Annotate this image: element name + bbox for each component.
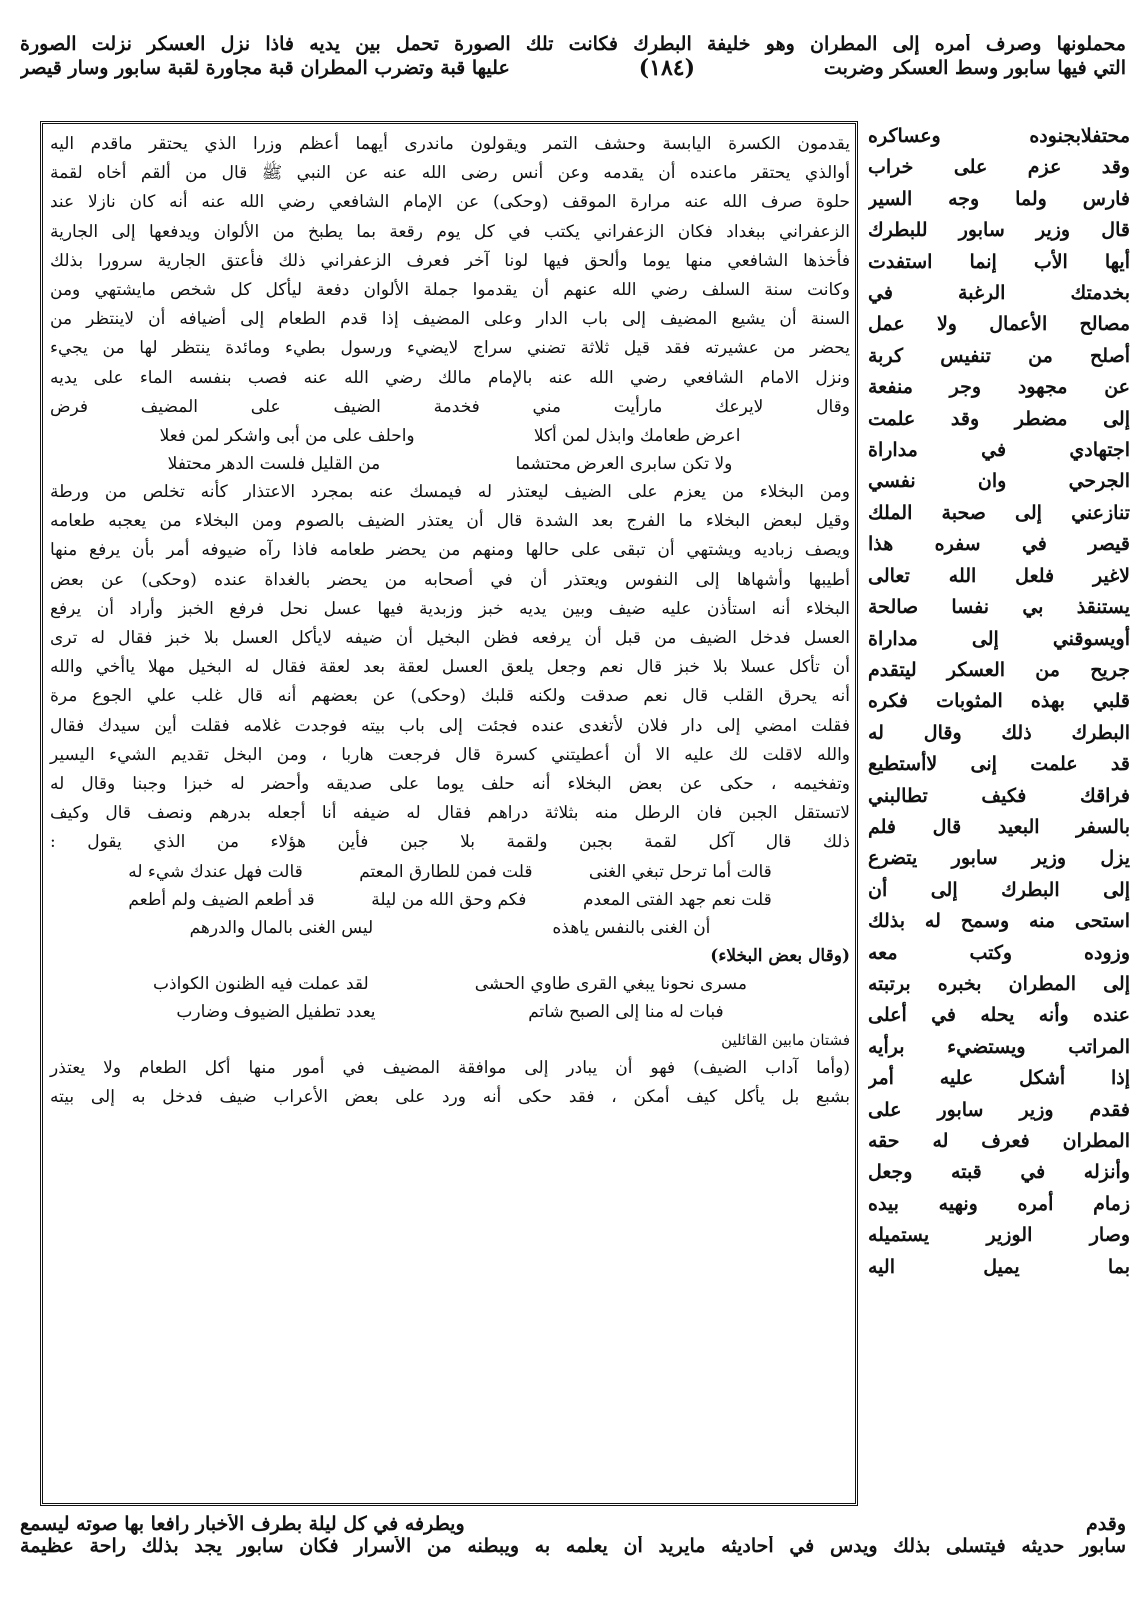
poem-hemistich: قلت نعم جهد الفتى المعدم — [582, 889, 772, 910]
poem-1 — [50, 422, 850, 478]
side-line: بما يميل اليه — [868, 1255, 1130, 1278]
poem-verse — [50, 858, 850, 886]
bottom-line-1-left: ويطرفه في كل ليلة بطرف الأخبار رافعا بها صوته ليسمع — [20, 1514, 465, 1535]
side-line: وأنزله في قبته وجعل — [868, 1161, 1130, 1184]
text-line: أطيبها وأشهاها إلى النفوس ويعتذر أن في أصحابه من يحضر بالغداة عنده (وحكى) عن بعض — [50, 569, 850, 590]
text-line: والله لاقلت لك عليه الا أن أعطيتني كسرة قال فرجعت هاربا ، ومن البخل تقديم الشيء اليسير — [50, 744, 850, 765]
text-line: العسل فدخل الضيف من قبل أن يرفعه فظن البخيل أن ضيفه لايأكل العسل بلا خبز فقال له ترى — [50, 628, 850, 649]
side-line: محتفلابجنوده وعساكره — [868, 125, 1130, 147]
side-line: عنده وأنه يحله في أعلى — [868, 1004, 1130, 1027]
side-line: جريح من العسكر ليتقدم — [868, 658, 1130, 681]
side-line: أيها الأب إنما استفدت — [868, 250, 1130, 273]
side-line: المراتب ويستضيء برأيه — [868, 1035, 1130, 1058]
text-line: يحضر من عشيرته فقد قيل ثلاثة تضني سراج لايضيء ورسول بطيء ومائدة ينتظر لها من يجيء — [50, 338, 850, 359]
side-line: قد علمت إنى لاأستطيع — [868, 753, 1130, 776]
poem-hemistich: لقد عملت فيه الظنون الكواذب — [153, 973, 369, 994]
poem-verse — [50, 422, 850, 450]
side-line: يستنقذ بي نفسا صالحة — [868, 596, 1130, 619]
side-line: وزوده وكتب معه — [868, 941, 1130, 964]
text-line: وتفخيمه ، حكى عن بعض البخلاء أنه حلف يوما على صديقه وأحضر له خبزا وجبنا وقال له — [50, 774, 850, 795]
poem-3 — [50, 970, 850, 1026]
poem-hemistich: من القليل فلست الدهر محتفلا — [167, 454, 381, 475]
side-line: إذا أشكل عليه أمر — [868, 1067, 1130, 1090]
poem-hemistich: ولا تكن سابرى العرض محتشما — [515, 454, 733, 475]
text-line: (وأما آداب الضيف) فهو أن يبادر إلى موافقة المضيف في أمور منها أكل الطعام ولا يعتذر — [50, 1057, 850, 1078]
side-line: فراقك فكيف تطالبني — [868, 784, 1130, 807]
side-line: البطرك ذلك وقال له — [868, 721, 1130, 744]
text-line: أن تأكل عسلا بلا خبز قال نعم وجعل يلعق العسل لعقة بعد لعقة فقال له البخيل مهلا ياأخي والله — [50, 657, 850, 678]
side-line: أصلح من تنفيس كربة — [868, 344, 1130, 367]
poem-verse — [50, 970, 850, 998]
bottom-line-2: سابور حديثه فيتسلى بذلك ويدس في أحاديثه مايريد أن يعلمه به ويبطنه من الأسرار فكان سابور يجد بذلك راحة عظيمة — [20, 1535, 1126, 1557]
poem-verse — [50, 450, 850, 478]
poem-hemistich: واحلف على من أبى واشكر لمن فعلا — [159, 426, 415, 447]
text-line: حلوة صرف الله عنه مرارة الموقف (وحكى) عن الإمام الشافعي رضي الله عنه أنه كان نازلا عند — [50, 192, 850, 213]
poem-hemistich: قالت فهل عندك شيء له — [128, 861, 303, 882]
text-line: ومن البخلاء من يعزم على الضيف ليعتذر له فيمسك عنه بمجرد الاعتذار كأنه تخلص من ورطة — [50, 482, 850, 503]
page-number: (١٨٤) — [638, 55, 695, 81]
side-line: إلى البطرك إلى أن — [868, 878, 1130, 901]
poem-verse — [50, 914, 850, 942]
text-line: فقلت امضي إلى دار فلان لأتغدى عنده فجئت إلى باب بيته فوجدت غلامه فقلت أين سيدك فقال — [50, 715, 850, 736]
text-line: بشبع بل يأكل كيف أمكن ، فقد حكى أنه ورد على بعض الأعراب ضيف فدخل به إلى بيته — [50, 1086, 850, 1107]
side-line: بالسفر البعيد قال فلم — [868, 815, 1130, 838]
main-column — [50, 130, 850, 1112]
side-line: اجتهادي في مداراة — [868, 439, 1130, 462]
side-line: قلبي بهذه المثوبات فكره — [868, 690, 1130, 713]
text-line: ونزل الامام الشافعي رضي الله عنه بالإمام مالك رضي الله عنه فصب بنفسه الماء على يديه — [50, 367, 850, 388]
top-line-2-left: عليها قبة وتضرب المطران قبة مجاورة لقبة سابور وسار قيصر — [20, 56, 510, 79]
top-line-1: محملونها وصرف أمره إلى المطران وهو خليفة البطرك فكانت تلك الصورة تحمل بين يديه فاذا نزل العسكر نزلت الصورة — [20, 34, 1126, 55]
text-line: ويصف زباديه ويشتهي أن تبقى على حالها ومنهم من يحضر طعامه فاذا رآه ضيوفه أمر بأن يرفع منها — [50, 540, 850, 561]
bottom-text-block — [20, 1514, 1126, 1558]
note-line: فشتان مابين القائلين — [721, 1030, 850, 1049]
top-text-block — [20, 34, 1126, 81]
text-line: يقدمون الكسرة اليابسة وحشف التمر ويقولون ماندرى أيهما أعظم وزرا الذي يحتقر ماقدم اليه — [50, 134, 850, 154]
poem-hemistich: فكم وحق الله من ليلة — [371, 889, 527, 910]
subheading: (وقال بعض البخلاء) — [710, 945, 850, 966]
side-line: إلى مضطر وقد علمت — [868, 407, 1130, 430]
side-line: لاغير فلعل الله تعالى — [868, 564, 1130, 587]
side-line: أويسوقني إلى مداراة — [868, 627, 1130, 650]
text-line: أوالذي يحتقر ماعنده أن يقدمه وعن أنس رضى الله عنه عن النبي ﷺ قال من ألقم أخاه لقمة — [50, 163, 850, 184]
text-line: ذلك قال آكل لقمة بجبن ولقمة بلا جبن فأين هؤلاء من الذي يقول : — [50, 832, 850, 853]
side-line: فقدم وزير سابور على — [868, 1098, 1130, 1121]
top-line-2-right: التي فيها سابور وسط العسكر وضربت — [823, 56, 1126, 79]
side-line: يزل وزير سابور يتضرع — [868, 847, 1130, 870]
poem-hemistich: قالت أما ترحل تبغي الغنى — [588, 861, 772, 882]
poem-hemistich: قد أطعم الضيف ولم أطعم — [128, 889, 315, 910]
side-line: عن مجهود وجر منفعة — [868, 376, 1130, 399]
main-paragraph-b — [50, 478, 850, 858]
poem-hemistich: قلت فمن للطارق المعتم — [359, 861, 533, 882]
text-line: وقال لايرعك مارأيت مني فخدمة الضيف على المضيف فرض — [50, 396, 850, 417]
text-line: البخلاء أنه استأذن عليه ضيف وبين يديه خبز وزبدية فيها عسل نحل فرفع الخبز وأراد أن يرفع — [50, 598, 850, 619]
poem-hemistich: اعرض طعامك وابذل لمن أكلا — [533, 426, 741, 447]
side-line: قيصر في سفره هذا — [868, 533, 1130, 556]
poem-hemistich: أن الغنى بالنفس ياهذه — [552, 917, 711, 938]
side-line: زمام أمره ونهيه بيده — [868, 1192, 1130, 1215]
text-line: أنه يحرق القلب قال نعم صدقت ولكنه قلبك (وحكى) عن بعضهم أنه قال غلب علي الجوع مرة — [50, 686, 850, 707]
side-line: تنازعني إلى صحبة الملك — [868, 501, 1130, 524]
text-line: السنة أن يشيع المضيف إلى باب الدار وعلى المضيف إذا قدم الطعام إلى أضيافه أن لاينتظر من — [50, 309, 850, 330]
text-line: لاتستقل الجبن فان الرطل منه بثلاثة دراهم فقال له ضيفه أنا أجعله بدرهم ونصف قال وكيف — [50, 803, 850, 824]
side-line: المطران فعرف له حقه — [868, 1130, 1130, 1152]
poem-hemistich: ليس الغنى بالمال والدرهم — [189, 917, 374, 938]
main-paragraph-c — [50, 1054, 850, 1112]
text-line: فأخذها الشافعي منها يوما وألحق فيها لونا آخر فعرف الزعفراني ذلك فأعتق الجارية سرورا بذلك — [50, 250, 850, 271]
bottom-line-1-right: وقدم — [1086, 1514, 1126, 1535]
side-line: إلى المطران بخبره برتبته — [868, 972, 1130, 995]
side-line: وصار الوزير يستميله — [868, 1224, 1130, 1247]
side-line: مصالح الأعمال ولا عمل — [868, 313, 1130, 336]
text-line: وقيل لبعض البخلاء ما الفرج بعد الشدة قال أن يعتذر الضيف بالصوم ومن البخلاء من يعجبه طعامه — [50, 511, 850, 532]
side-line: قال وزير سابور للبطرك — [868, 219, 1130, 242]
side-line: فارس ولما وجه السير — [868, 187, 1130, 210]
side-column — [868, 121, 1130, 1283]
poem-hemistich: فبات له منا إلى الصبح شاتم — [528, 1001, 724, 1022]
poem-hemistich: يعدد تطفيل الضيوف وضارب — [176, 1001, 376, 1022]
side-line: استحى منه وسمح له بذلك — [868, 910, 1130, 933]
side-line: وقد عزم على خراب — [868, 156, 1130, 179]
top-line-2 — [20, 56, 1126, 81]
poem-2 — [50, 858, 850, 942]
side-line: بخدمتك الرغبة في — [868, 282, 1130, 305]
bottom-line-1 — [20, 1514, 1126, 1536]
poem-verse — [50, 886, 850, 914]
side-line: الجرحي وان نفسي — [868, 470, 1130, 493]
poem-hemistich: مسرى نحونا يبغي القرى طاوي الحشى — [474, 973, 747, 994]
main-paragraph-a — [50, 130, 850, 422]
text-line: وكانت سنة السلف رضي الله عنهم أن يقدموا جملة الألوان دفعة ليأكل كل شخص مايشتهي ومن — [50, 280, 850, 301]
text-line: الزعفراني ببغداد فكان الزعفراني يكتب في كل يوم رقعة بما يطبخ من الألوان ويدفعها إلى الجارية — [50, 221, 850, 242]
poem-verse — [50, 998, 850, 1026]
